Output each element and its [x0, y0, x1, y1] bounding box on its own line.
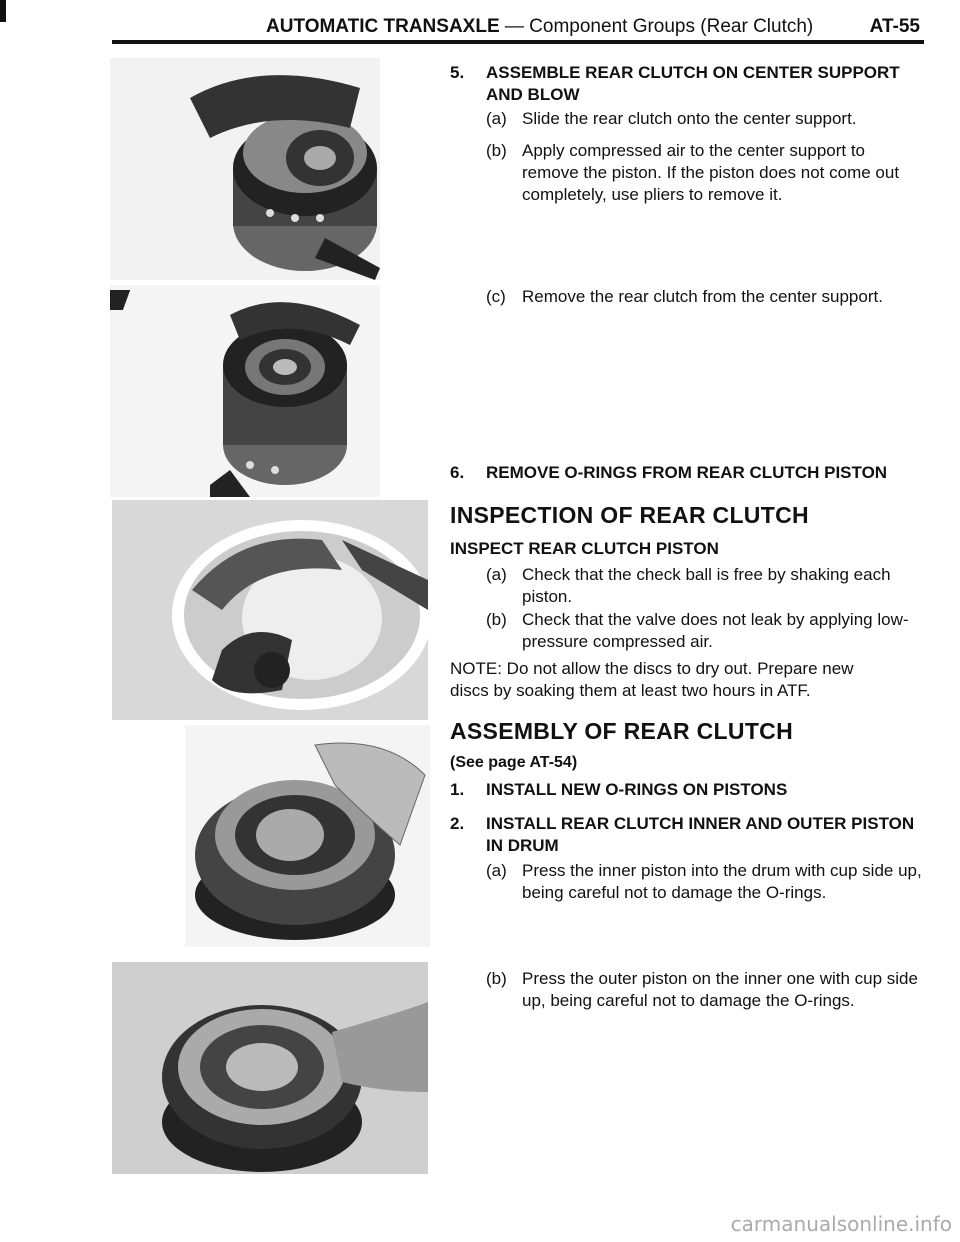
photo-press-inner-piston [185, 725, 430, 947]
step-5-title [450, 62, 930, 106]
page-number: AT-55 [869, 16, 920, 37]
assembly-step-2b-line-2: up, being careful not to damage the O-rings. [522, 991, 855, 1010]
step-5b [486, 140, 930, 206]
photo-1-image [110, 58, 380, 280]
photo-inspect-rear-clutch-piston [112, 500, 428, 720]
inspection-heading: INSPECTION OF REAR CLUTCH [450, 502, 809, 528]
assembly-step-1-text: INSTALL NEW O-RINGS ON PISTONS [486, 780, 788, 799]
inspection-subheading: INSPECT REAR CLUTCH PISTON [450, 539, 719, 558]
inspection-a-label: (a) [486, 565, 507, 584]
step-5-number: 5. [450, 63, 465, 82]
step-5b-label: (b) [486, 141, 507, 160]
assembly-step-2-line-1: INSTALL REAR CLUTCH INNER AND OUTER PISTON [486, 814, 915, 833]
assembly-step-2a-label: (a) [486, 861, 507, 880]
photo-4-image [185, 725, 430, 947]
step-6-text: REMOVE O-RINGS FROM REAR CLUTCH PISTON [486, 463, 888, 482]
step-5b-line-2: remove the piston. If the piston does not come out [522, 163, 900, 182]
step-5b-line-1: Apply compressed air to the center support to [522, 141, 866, 160]
inspection-b-label: (b) [486, 610, 507, 629]
header-title-rest: — Component Groups (Rear Clutch) [499, 16, 814, 37]
inspection-note [450, 658, 930, 702]
assembly-see-page: (See page AT-54) [450, 754, 578, 771]
assembly-step-2b-label: (b) [486, 969, 507, 988]
inspection-a-line-2: piston. [522, 587, 573, 606]
header-title [266, 16, 813, 38]
assembly-step-1-number: 1. [450, 780, 465, 799]
step-5b-line-3: completely, use pliers to remove it. [522, 185, 783, 204]
assembly-step-2b [486, 968, 930, 1012]
step-5c-label: (c) [486, 287, 506, 306]
step-5a-text: Slide the rear clutch onto the center support. [522, 109, 857, 128]
header-rule [112, 40, 924, 44]
step-6-title [450, 462, 930, 484]
assembly-step-2b-line-1: Press the outer piston on the inner one with cup side [522, 969, 918, 988]
step-5c [486, 286, 930, 308]
step-5-title-line-1: ASSEMBLE REAR CLUTCH ON CENTER SUPPORT [486, 63, 900, 82]
inspection-a-line-1: Check that the check ball is free by shaking each [522, 565, 891, 584]
assembly-step-2-number: 2. [450, 814, 465, 833]
inspection-b-line-1: Check that the valve does not leak by applying low- [522, 610, 909, 629]
inspection-note-line-2: discs by soaking them at least two hours in ATF. [450, 681, 811, 700]
assembly-step-2a [486, 860, 930, 904]
assembly-step-2 [450, 813, 930, 857]
photo-remove-rear-clutch [110, 285, 380, 497]
header-title-bold: AUTOMATIC TRANSAXLE [266, 16, 500, 37]
step-5c-text: Remove the rear clutch from the center support. [522, 287, 883, 306]
assembly-step-1 [450, 779, 930, 801]
page-corner-mark [0, 0, 6, 22]
photo-rear-clutch-on-center-support [110, 58, 380, 280]
photo-3-image [112, 500, 428, 720]
inspection-note-line-1: NOTE: Do not allow the discs to dry out. Prepare new [450, 659, 854, 678]
step-5a-label: (a) [486, 109, 507, 128]
inspection-b [486, 609, 930, 653]
assembly-step-2-line-2: IN DRUM [486, 836, 559, 855]
page-header [112, 14, 924, 40]
photo-2-image [110, 285, 380, 497]
step-6-number: 6. [450, 463, 465, 482]
photo-5-image [112, 962, 428, 1174]
step-5a [486, 108, 930, 130]
inspection-b-line-2: pressure compressed air. [522, 632, 713, 651]
step-5-title-line-2: AND BLOW [486, 85, 580, 104]
watermark: carmanualsonline.info [730, 1212, 952, 1236]
assembly-step-2a-line-1: Press the inner piston into the drum with cup side up, [522, 861, 922, 880]
photo-press-outer-piston [112, 962, 428, 1174]
assembly-step-2a-line-2: being careful not to damage the O-rings. [522, 883, 827, 902]
assembly-heading: ASSEMBLY OF REAR CLUTCH [450, 718, 793, 744]
inspection-a [486, 564, 930, 608]
